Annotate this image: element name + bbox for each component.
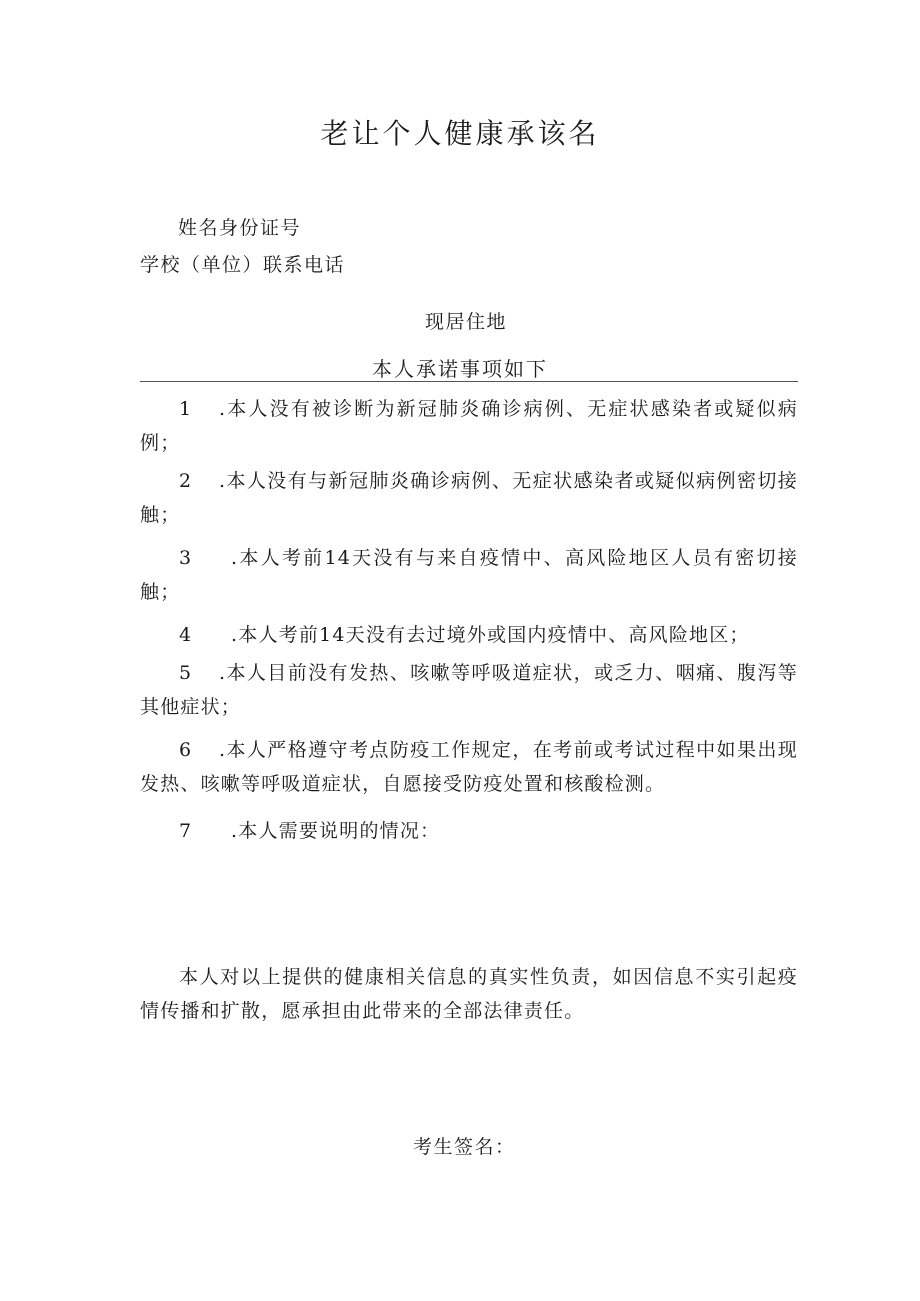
item-text: .本人没有与新冠肺炎确诊病例、无症状感染者或疑似病例密切接触； (140, 470, 798, 526)
item-text: .本人目前没有发热、咳嗽等呼吸道症状，或乏力、咽痛、腹泻等其他症状； (140, 662, 798, 718)
commitment-item-4 (140, 618, 798, 652)
item-text: .本人考前14天没有去过境外或国内疫情中、高风险地区； (231, 624, 750, 646)
item-text: .本人严格遵守考点防疫工作规定，在考前或考试过程中如果出现发热、咳嗽等呼吸道症状，自愿接受防疫处置和核酸检测。 (140, 739, 798, 795)
declaration-paragraph: 本人对以上提供的健康相关信息的真实性负责，如因信息不实引起疫情传播和扩散，愿承担由此带来的全部法律责任。 (140, 966, 798, 1022)
heading-rule (140, 381, 798, 382)
item-text: .本人需要说明的情况： (231, 820, 441, 842)
item-number: 3 (179, 547, 193, 569)
residence-field-label: 现居住地 (425, 311, 508, 333)
page-title: 老让个人健康承该名 (320, 117, 600, 150)
name-id-field-label: 姓名身份证号 (178, 217, 302, 239)
item-text: .本人考前14天没有与来自疫情中、高风险地区人员有密切接触； (140, 547, 798, 603)
commitment-item-6 (140, 733, 798, 801)
signature-label: 考生签名： (413, 1136, 516, 1158)
item-text: .本人没有被诊断为新冠肺炎确诊病例、无症状感染者或疑似病例； (140, 398, 798, 454)
item-number: 6 (179, 739, 193, 761)
item-number: 1 (179, 398, 193, 420)
item-number: 2 (179, 470, 193, 492)
section-heading: 本人承诺事项如下 (372, 357, 548, 381)
commitment-item-1 (140, 392, 798, 460)
item-number: 5 (179, 662, 193, 684)
commitment-item-2 (140, 464, 798, 532)
commitment-item-5 (140, 656, 798, 724)
commitment-item-7 (140, 814, 798, 848)
item-number: 7 (179, 820, 193, 842)
school-phone-field-label: 学校（单位）联系电话 (140, 254, 346, 276)
commitment-item-3 (140, 541, 798, 609)
item-number: 4 (179, 624, 193, 646)
